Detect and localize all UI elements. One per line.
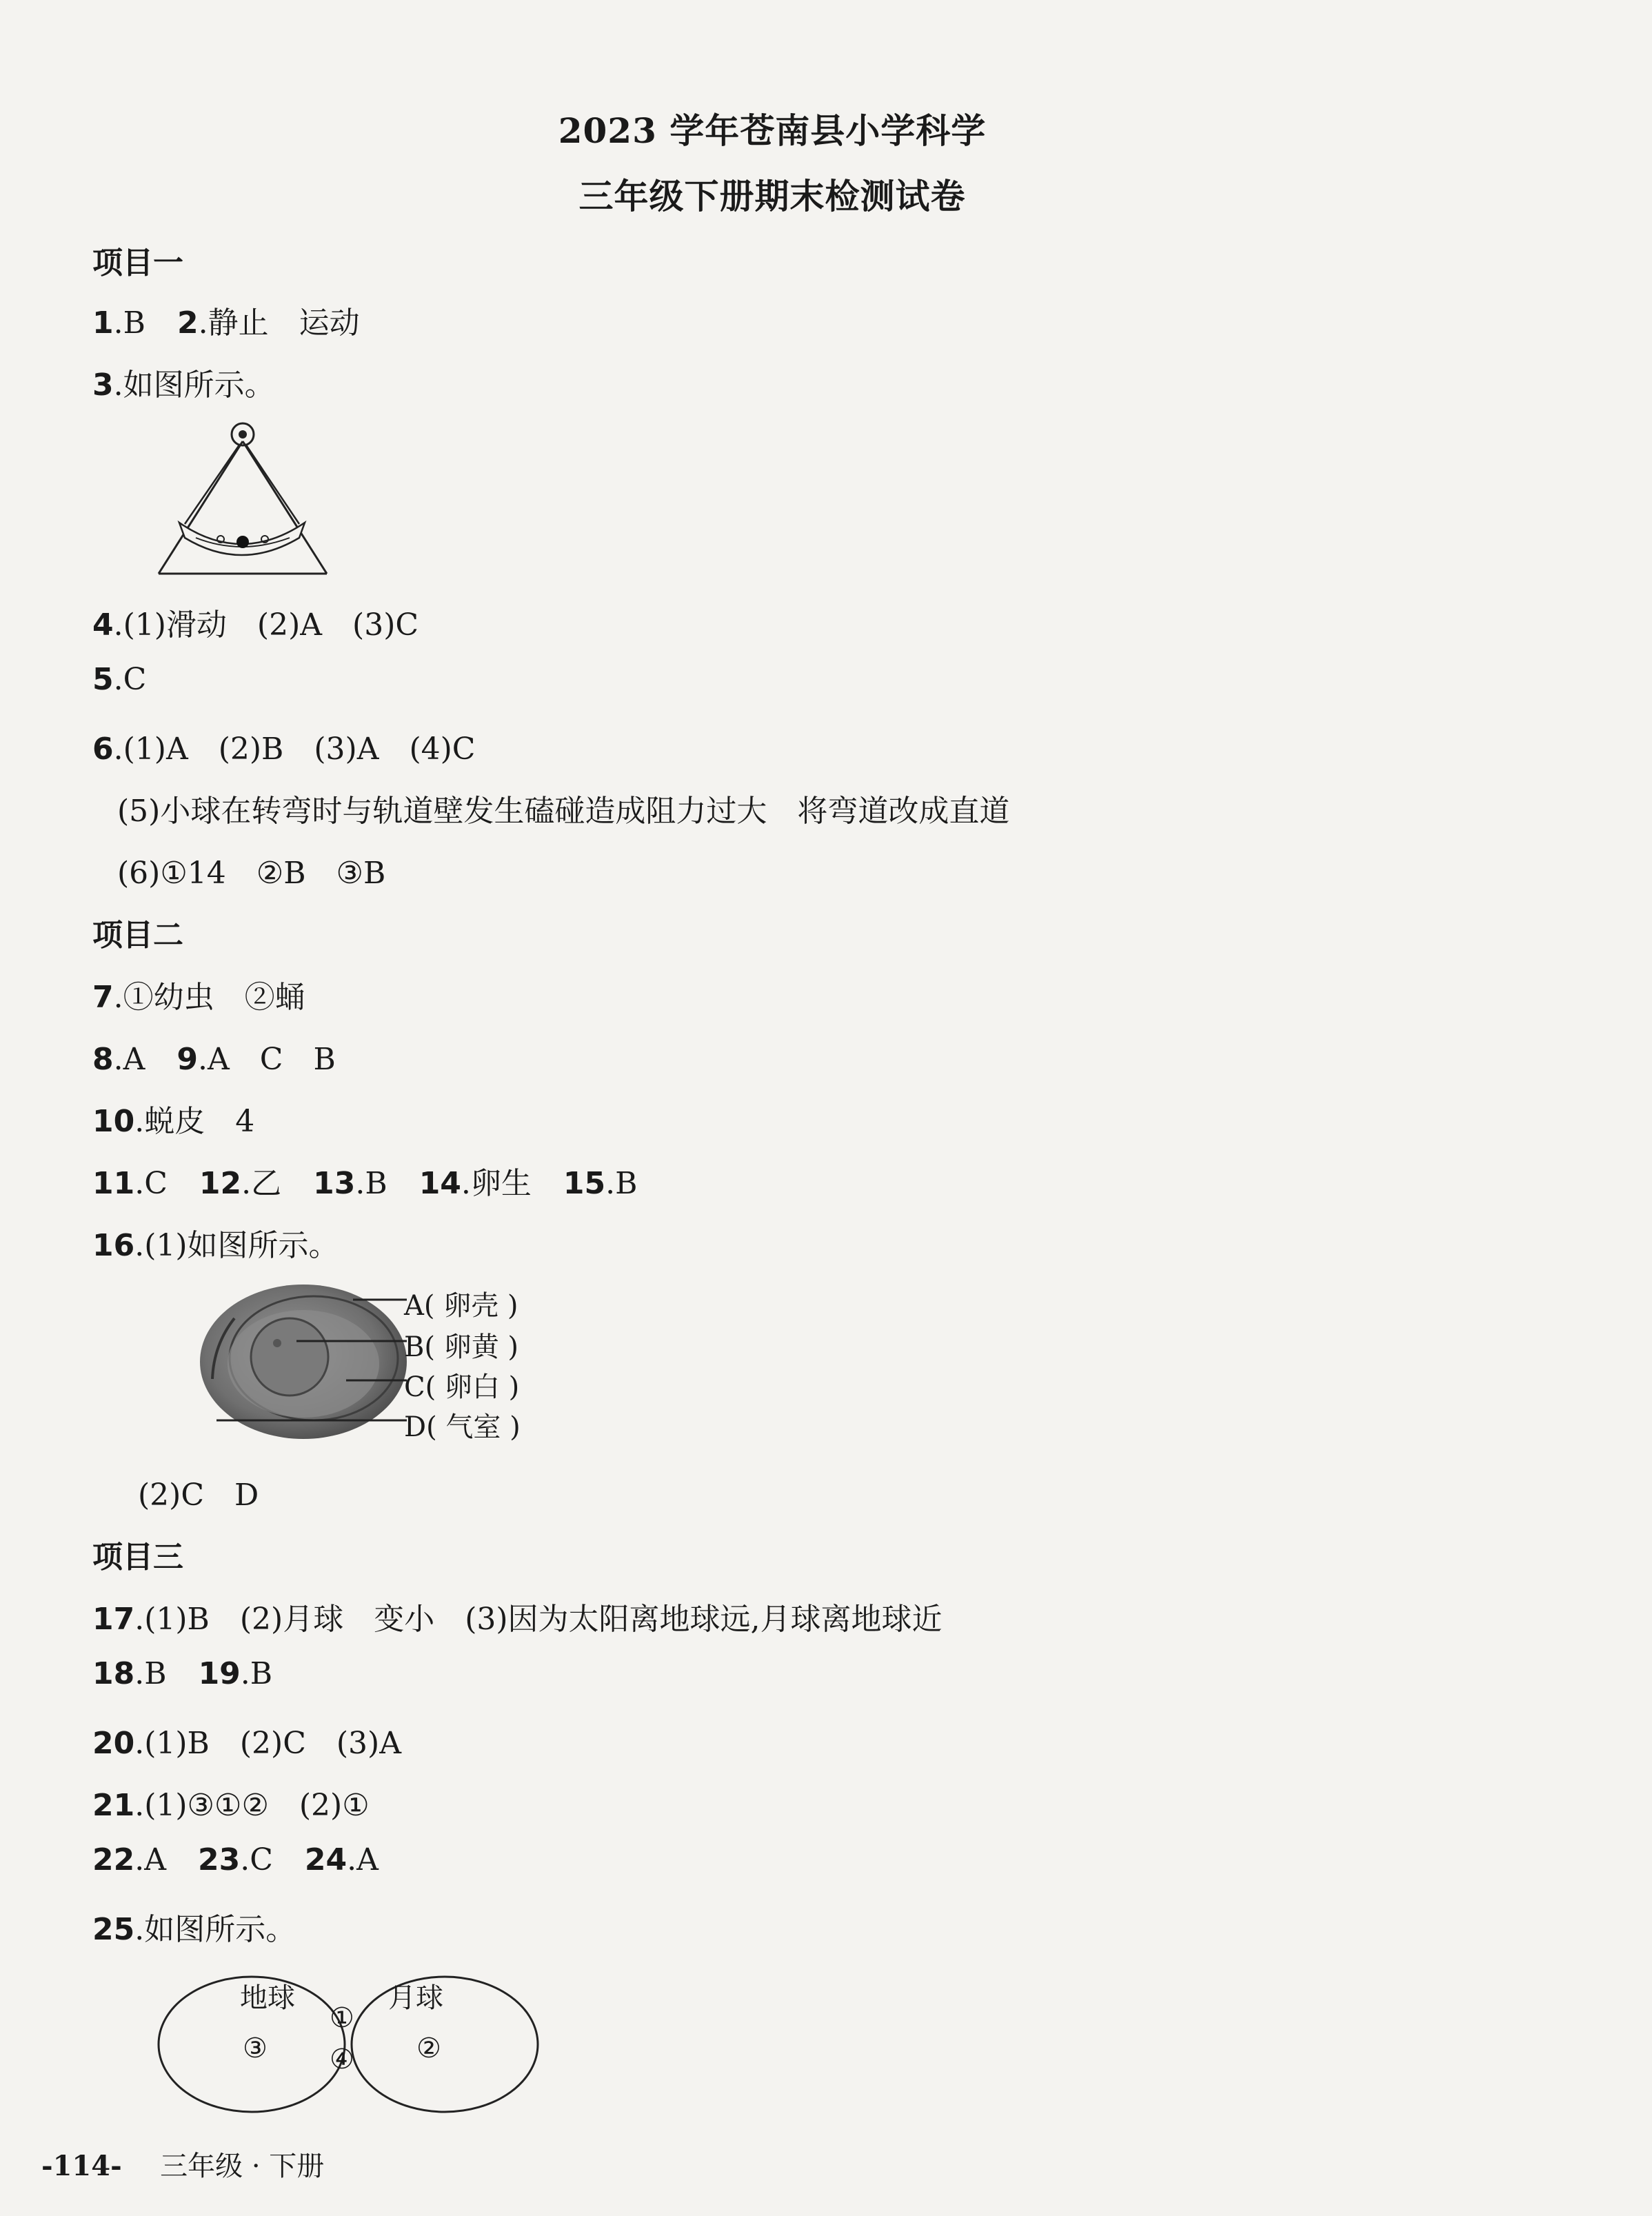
answer: .B [355, 1166, 387, 1201]
venn-center-bottom: ④ [330, 2044, 354, 2075]
swing-diagram [152, 421, 345, 579]
answer-line-18-19 [92, 1656, 272, 1691]
q-number: 6 [92, 732, 114, 767]
answer-line-25 [92, 1904, 296, 1948]
answer-line-20 [92, 1718, 401, 1762]
answer: .乙 [241, 1166, 282, 1201]
footer-text: 三年级 · 下册 [160, 2150, 325, 2182]
answer: .(1)A (2)B (3)A (4)C [113, 732, 476, 767]
venn-left-label: 地球 [240, 1982, 295, 2014]
q-number: 24 [304, 1842, 347, 1877]
answer: .B [134, 1656, 167, 1691]
answer-line-10 [92, 1096, 254, 1140]
answer: .蜕皮 4 [134, 1104, 255, 1139]
q-number: 19 [198, 1656, 241, 1691]
answer: .B [605, 1166, 638, 1201]
q-number: 20 [92, 1726, 135, 1761]
venn-moon-circle [352, 1977, 538, 2112]
q-number: 13 [313, 1166, 356, 1201]
q-number: 16 [92, 1228, 135, 1263]
answer-line-6-6: (6)①14 ②B ③B [117, 856, 386, 891]
answer: .如图所示。 [113, 367, 275, 403]
venn-right-item: ② [416, 2033, 441, 2064]
answer-line-7 [92, 972, 305, 1016]
answer: .A C B [198, 1042, 336, 1077]
q-number: 8 [92, 1042, 114, 1077]
q-number: 11 [92, 1166, 135, 1201]
q-number: 5 [92, 662, 114, 697]
q-number: 14 [419, 1166, 461, 1201]
egg-label-c: C( 卵白 ) [404, 1371, 520, 1403]
answer-line-4 [92, 600, 419, 644]
answer-line-21 [92, 1780, 370, 1824]
section-heading-3: 项目三 [92, 1540, 183, 1575]
q-number: 9 [177, 1042, 199, 1077]
q-number: 1 [92, 305, 114, 341]
q-number: 15 [563, 1166, 606, 1201]
answer: .A [134, 1842, 166, 1877]
answer-line-8-9 [92, 1034, 336, 1078]
answer: .(1)如图所示。 [134, 1228, 339, 1263]
egg-label-d: D( 气室 ) [404, 1411, 521, 1443]
egg-yolk [251, 1318, 328, 1396]
q-number: 25 [92, 1912, 135, 1947]
section-heading-1: 项目一 [92, 245, 183, 281]
answer-line-6-5: (5)小球在转弯时与轨道壁发生磕碰造成阻力过大 将弯道改成直道 [117, 794, 1010, 829]
q-number: 23 [198, 1842, 241, 1877]
page-footer [41, 2144, 324, 2184]
venn-right-label: 月球 [388, 1982, 443, 2014]
answer: .(1)B (2)月球 变小 (3)因为太阳离地球远,月球离地球近 [134, 1602, 943, 1637]
answer-line-16-2: (2)C D [138, 1478, 259, 1513]
answer: .C [113, 662, 147, 697]
q-number: 3 [92, 367, 114, 403]
answer: .①幼虫 ②蛹 [113, 980, 305, 1015]
answer: .A [113, 1042, 145, 1077]
answer-line-1 [92, 298, 360, 342]
answer-line-5 [92, 662, 146, 697]
answer-line-22-24 [92, 1842, 379, 1877]
q-number: 2 [177, 305, 199, 341]
egg-label-a: A( 卵壳 ) [404, 1290, 518, 1322]
answer-line-11-15 [92, 1158, 637, 1202]
title-line-2: 三年级下册期末检测试卷 [578, 176, 966, 216]
answer: .C [240, 1842, 273, 1877]
q-number: 4 [92, 607, 114, 643]
venn-center-top: ① [330, 2002, 354, 2034]
q-number: 7 [92, 980, 114, 1015]
title-line-1: 2023 学年苍南县小学科学 [558, 110, 987, 151]
section-heading-2: 项目二 [92, 918, 183, 953]
answer-line-16 [92, 1220, 339, 1265]
answer: .如图所示。 [134, 1912, 296, 1947]
q-number: 17 [92, 1602, 135, 1637]
q-number: 18 [92, 1656, 135, 1691]
answer: .B [240, 1656, 273, 1691]
egg-label-b: B( 卵黄 ) [404, 1331, 519, 1363]
answer: .A [347, 1842, 379, 1877]
answer-line-6 [92, 724, 475, 768]
answer: .静止 运动 [198, 305, 360, 341]
q-number: 21 [92, 1788, 135, 1823]
answer: .C [134, 1166, 168, 1201]
answer: .(1)B (2)C (3)A [134, 1726, 401, 1761]
page-number: -114- [41, 2150, 122, 2182]
answer: .B [113, 305, 145, 341]
answer: .卵生 [461, 1166, 532, 1201]
q-number: 10 [92, 1104, 135, 1139]
answer-line-3 [92, 360, 275, 404]
q-number: 12 [199, 1166, 242, 1201]
answer: .(1)滑动 (2)A (3)C [113, 607, 419, 643]
answer-line-17 [92, 1594, 943, 1638]
answer: .(1)③①② (2)① [134, 1788, 370, 1823]
venn-left-item: ③ [243, 2033, 268, 2064]
q-number: 22 [92, 1842, 135, 1877]
